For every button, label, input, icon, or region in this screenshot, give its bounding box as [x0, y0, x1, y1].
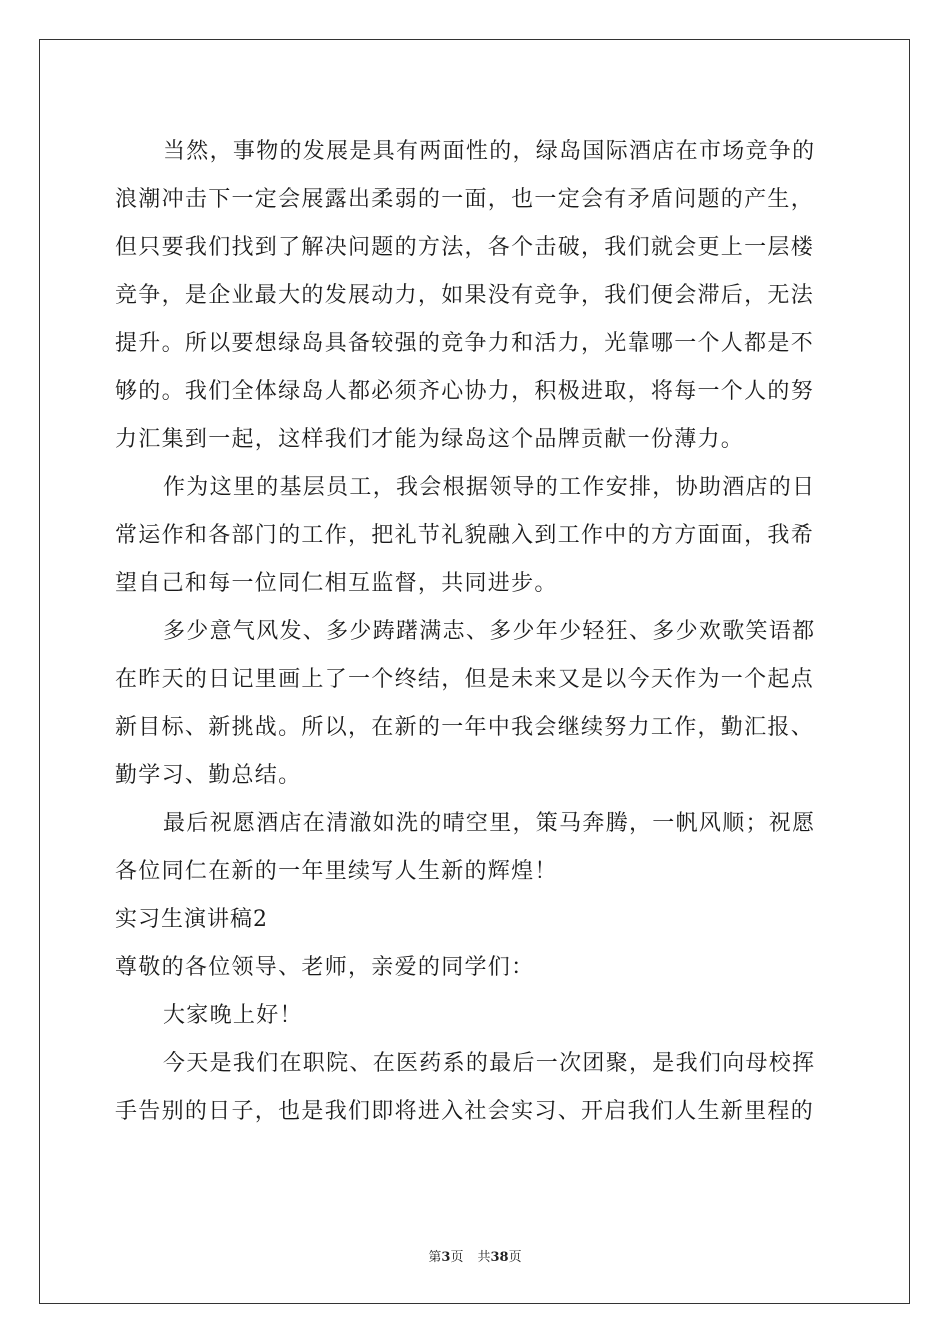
text-line: 今天是我们在职院、在医药系的最后一次团聚，是我们向母校挥	[163, 1051, 816, 1076]
text-line: 最后祝愿酒店在清澈如洗的晴空里，策马奔腾，一帆风顺；祝愿	[163, 811, 816, 836]
page-suffix: 页	[450, 1250, 464, 1265]
current-page-number: 3	[441, 1250, 451, 1265]
section-heading: 实习生演讲稿2	[115, 907, 268, 932]
text-line: 够的。我们全体绿岛人都必须齐心协力，积极进取，将每一个人的努	[115, 379, 815, 404]
text-line: 手告别的日子，也是我们即将进入社会实习、开启我们人生新里程的	[115, 1099, 815, 1124]
total-suffix: 页	[508, 1250, 522, 1265]
text-line: 当然，事物的发展是具有两面性的，绿岛国际酒店在市场竞争的	[163, 139, 816, 164]
text-line: 但只要我们找到了解决问题的方法，各个击破，我们就会更上一层楼	[115, 235, 815, 260]
text-line: 在昨天的日记里画上了一个终结，但是未来又是以今天作为一个起点	[115, 667, 815, 692]
text-line: 尊敬的各位领导、老师，亲爱的同学们：	[115, 955, 535, 980]
text-line: 望自己和每一位同仁相互监督，共同进步。	[115, 571, 558, 596]
total-prefix: 共	[477, 1250, 491, 1265]
text-line: 勤学习、勤总结。	[115, 763, 302, 788]
text-line: 浪潮冲击下一定会展露出柔弱的一面，也一定会有矛盾问题的产生，	[115, 187, 815, 212]
page-footer	[0, 1246, 950, 1265]
text-line: 作为这里的基层员工，我会根据领导的工作安排，协助酒店的日	[163, 475, 816, 500]
text-line: 大家晚上好！	[163, 1003, 303, 1028]
text-line: 力汇集到一起，这样我们才能为绿岛这个品牌贡献一份薄力。	[115, 427, 745, 452]
document-body	[115, 128, 837, 1136]
text-line: 多少意气风发、多少踌躇满志、多少年少轻狂、多少欢歌笑语都	[163, 619, 816, 644]
text-line: 竞争，是企业最大的发展动力，如果没有竞争，我们便会滞后，无法	[115, 283, 815, 308]
total-page-count: 38	[490, 1250, 509, 1265]
text-line: 各位同仁在新的一年里续写人生新的辉煌！	[115, 859, 558, 884]
page-prefix: 第	[428, 1250, 442, 1265]
text-line: 提升。所以要想绿岛具备较强的竞争力和活力，光靠哪一个人都是不	[115, 331, 815, 356]
text-line: 新目标、新挑战。所以，在新的一年中我会继续努力工作，勤汇报、	[115, 715, 815, 740]
text-line: 常运作和各部门的工作，把礼节礼貌融入到工作中的方方面面，我希	[115, 523, 815, 548]
